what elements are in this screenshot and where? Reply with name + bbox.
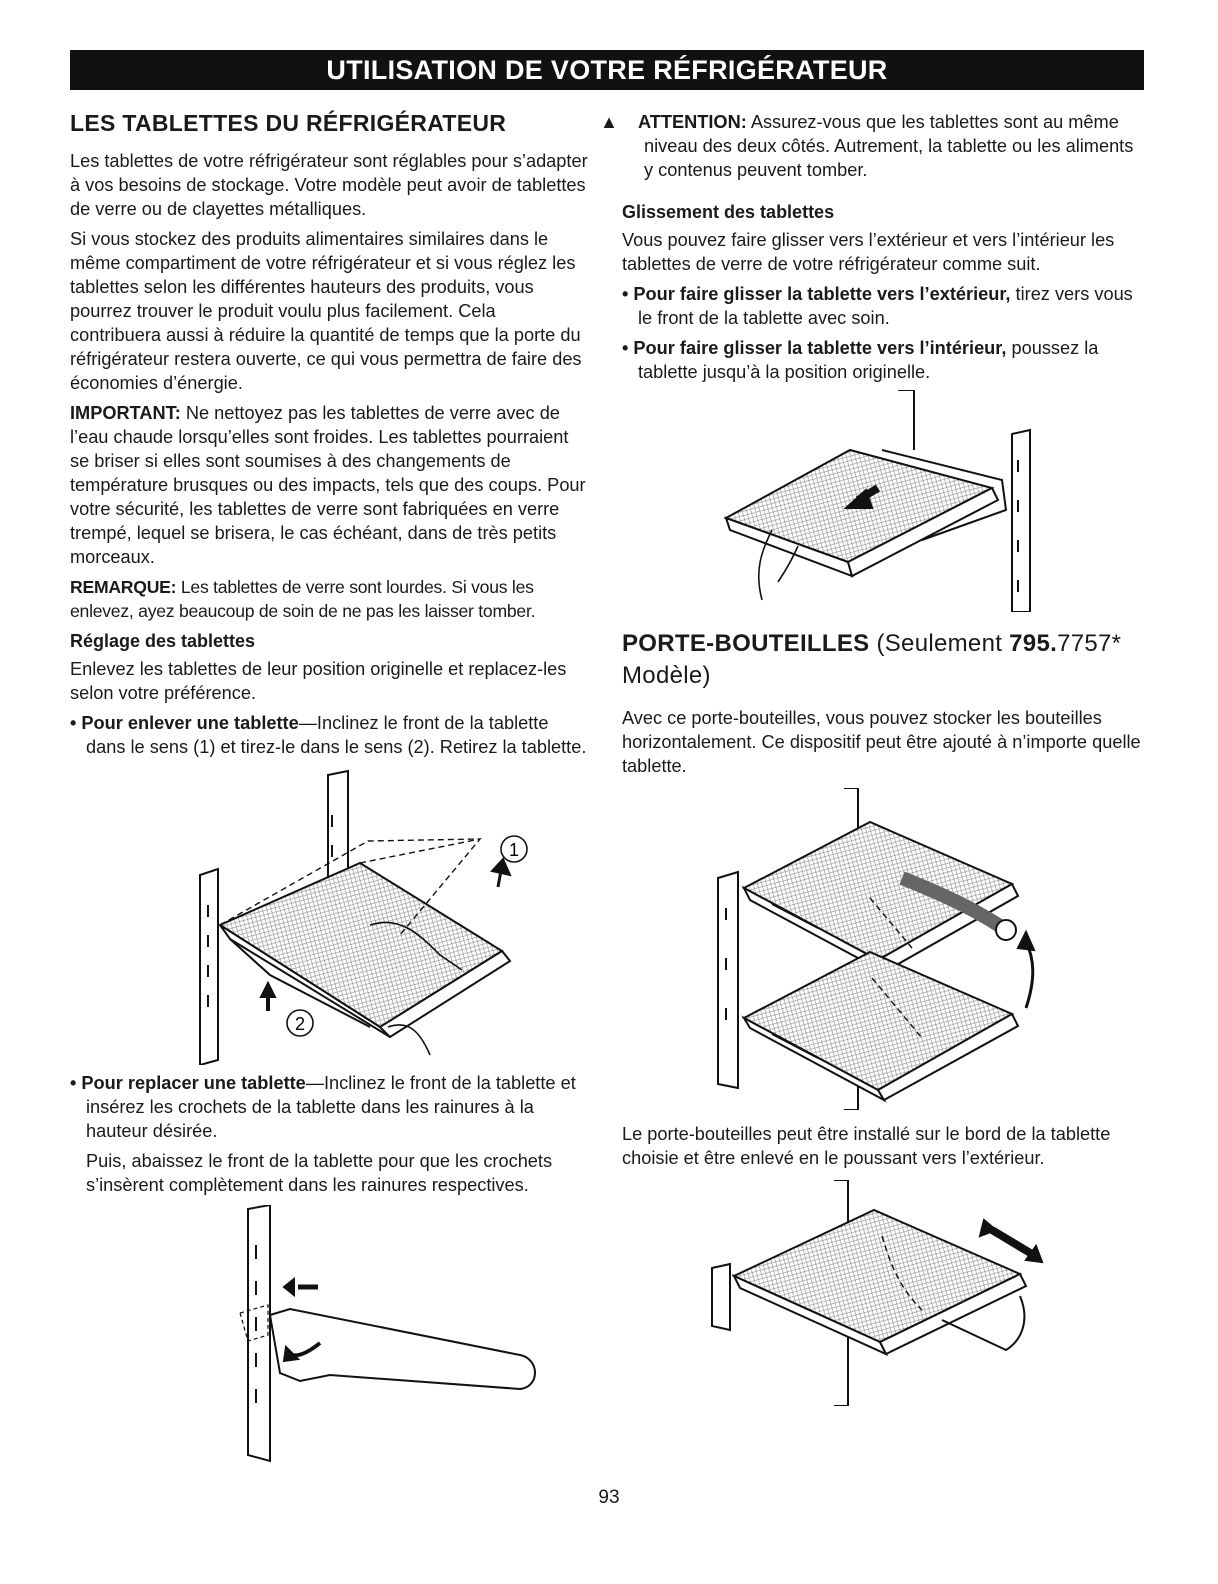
left-column [70, 110, 588, 1465]
direction-label-2: 2 [294, 1014, 306, 1034]
slide-out-bullet [622, 282, 1144, 330]
remove-wine-rack-illustration [622, 1180, 1144, 1406]
porte-model-bold: 795. [1009, 630, 1058, 657]
important-paragraph [70, 401, 588, 569]
attention-label: ATTENTION: [638, 112, 747, 132]
slide-shelf-illustration [622, 390, 1144, 612]
important-label: IMPORTANT: [70, 403, 181, 423]
page-number: 93 [598, 1487, 620, 1508]
replace-shelf-text: —Inclinez le front de la tablette et insérez les crochets de la tablette dans les rainures à la hauteur désirée. [86, 1073, 576, 1141]
remarque-label: REMARQUE: [70, 577, 177, 597]
replace-shelf-label: • Pour replacer une tablette [70, 1073, 306, 1093]
porte-title-part1: (Seulement [869, 630, 1010, 657]
porte-bouteilles-heading [622, 628, 1144, 692]
porte-model-rest: 7757* [1057, 630, 1122, 657]
remove-shelf-text: —Inclinez le front de la tablette dans le sens (1) et tirez-le dans le sens (2). Retirez la tablette. [86, 713, 587, 757]
warning-icon: ▲ [600, 112, 619, 132]
important-text: Ne nettoyez pas les tablettes de verre avec de l’eau chaude lorsqu’elles sont froides. Les tablettes pourraient se briser si elles sont soumises à des changements de température brusques ou des impacts, tels que des coups. Pour votre sécurité, les tablettes de verre sont fabriquées en verre trempé, lequel se brisera, le cas échéant, dans de très petits morceaux. [70, 403, 586, 567]
slide-in-bullet [622, 336, 1144, 384]
glissement-paragraph: Vous pouvez faire glisser vers l’extérieur et vers l’intérieur les tablettes de verre de votre réfrigérateur comme suit. [622, 230, 1115, 274]
porte-paragraph-2: Le porte-bouteilles peut être installé sur le bord de la tablette choisie et être enlevé en le poussant vers l’extérieur. [622, 1124, 1111, 1168]
shelf-hook-illustration [70, 1205, 588, 1465]
porte-title-part2: Modèle) [622, 662, 711, 689]
porte-paragraph: Avec ce porte-bouteilles, vous pouvez stocker les bouteilles horizontalement. Ce dispositif peut être ajouté à n’importe quelle tablette. [622, 708, 1141, 776]
wine-rack-illustration [622, 788, 1144, 1110]
glissement-heading: Glissement des tablettes [622, 202, 835, 222]
slide-out-text: tirez vers vous le front de la tablette avec soin. [638, 284, 1133, 328]
right-column [600, 110, 1144, 1406]
reglage-paragraph: Enlevez les tablettes de leur position originelle et replacez-les selon votre préférence. [70, 659, 567, 703]
attention-text: Assurez-vous que les tablettes sont au même niveau des deux côtés. Autrement, la tablette ou les aliments y contenus peuvent tomber. [644, 112, 1134, 180]
slide-in-text: poussez la tablette jusqu’à la position originelle. [638, 338, 1099, 382]
remarque-text: Les tablettes de verre sont lourdes. Si vous les enlevez, ayez beaucoup de soin de ne pas les laisser tomber. [70, 577, 536, 621]
section-banner: UTILISATION DE VOTRE RÉFRIGÉRATEUR [70, 50, 1144, 90]
slide-out-label: • Pour faire glisser la tablette vers l’extérieur, [622, 284, 1011, 304]
section-title: LES TABLETTES DU RÉFRIGÉRATEUR [70, 110, 507, 136]
storage-paragraph: Si vous stockez des produits alimentaires similaires dans le même compartiment de votre réfrigérateur et si vous réglez les tablettes selon les différentes hauteurs des produits, vous pourrez trouver le produit voulu plus facilement. Cela contribuera aussi à réduire la quantité de temps que la porte du réfrigérateur restera ouverte, ce qui vous permettra de faire des économies d’énergie. [70, 229, 582, 393]
remarque-paragraph [70, 575, 588, 623]
replace-shelf-continuation: Puis, abaissez le front de la tablette pour que les crochets s’insèrent complètement dans les rainures respectives. [86, 1151, 553, 1195]
replace-shelf-bullet [70, 1071, 588, 1143]
remove-shelf-bullet [70, 711, 588, 759]
direction-label-1: 1 [508, 840, 520, 860]
porte-title-bold: PORTE-BOUTEILLES [622, 630, 870, 657]
slide-in-label: • Pour faire glisser la tablette vers l’intérieur, [622, 338, 1007, 358]
reglage-heading: Réglage des tablettes [70, 631, 256, 651]
intro-paragraph: Les tablettes de votre réfrigérateur sont réglables pour s’adapter à vos besoins de stockage. Votre modèle peut avoir de tablettes de verre ou de clayettes métalliques. [70, 151, 588, 219]
attention-paragraph [600, 110, 1144, 182]
remove-shelf-illustration [70, 765, 588, 1065]
remove-shelf-label: • Pour enlever une tablette [70, 713, 299, 733]
